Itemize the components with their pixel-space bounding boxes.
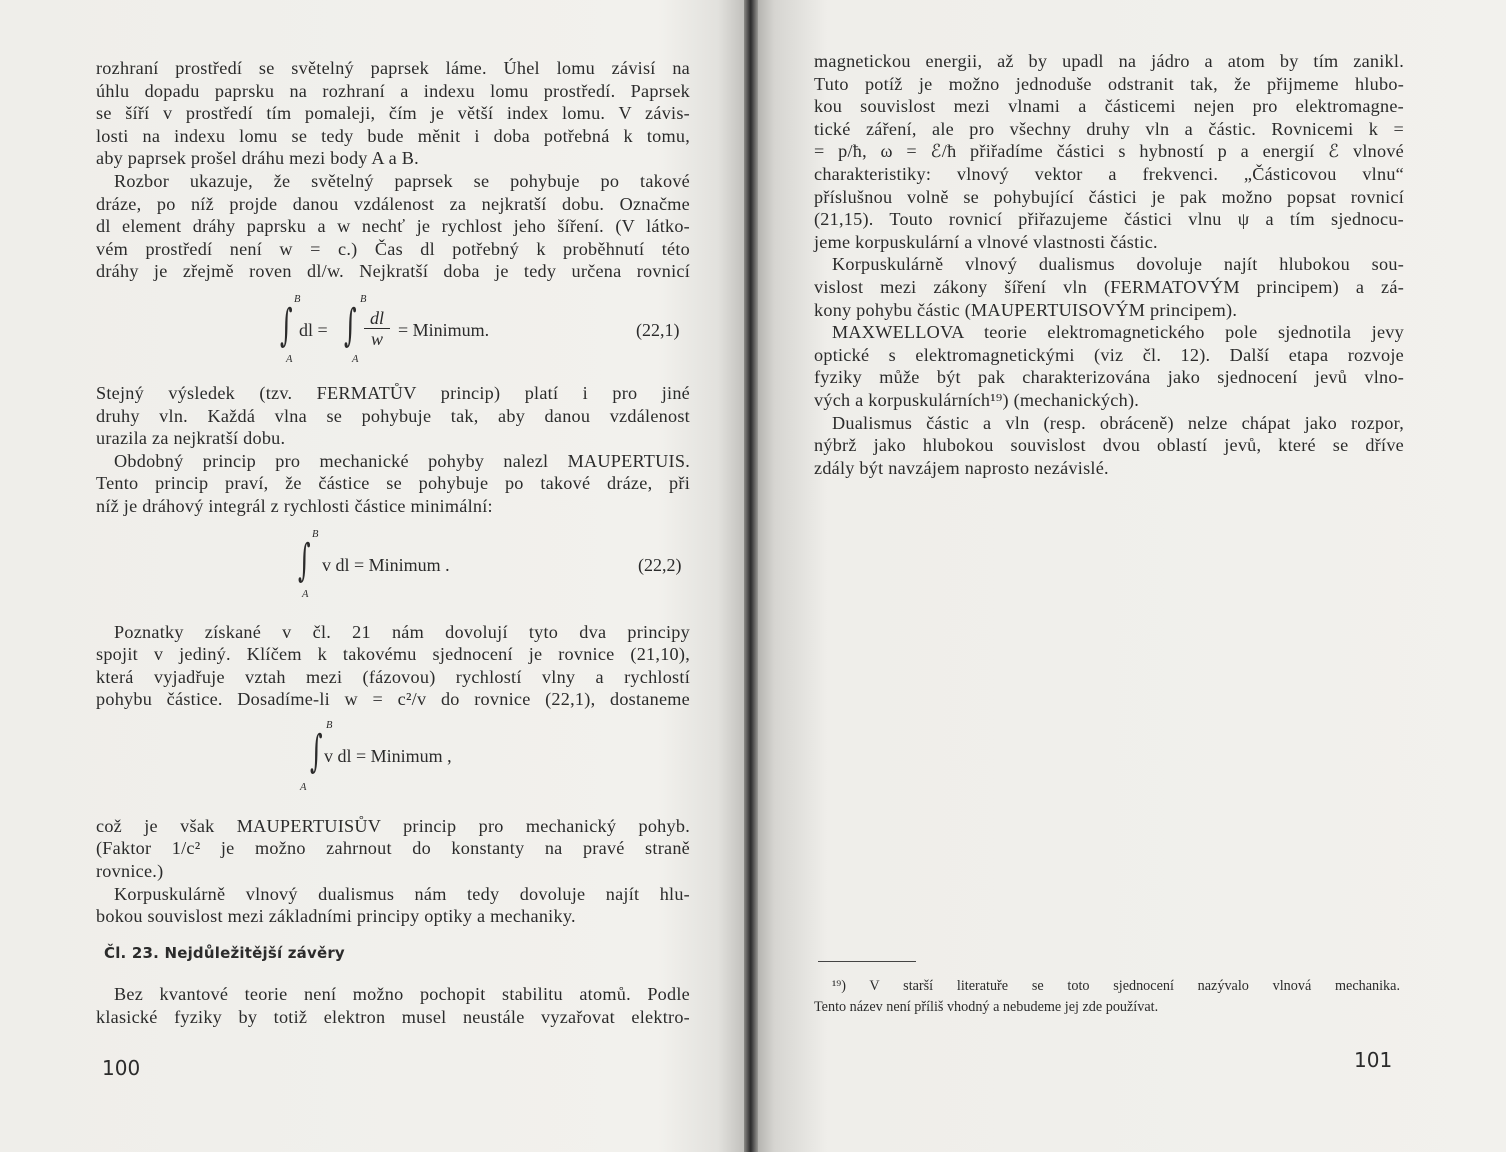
text-line: rozhraní prostředí se světelný paprsek láme. Úhel lomu závisí na xyxy=(96,58,690,78)
text-line: se šíří v prostředí tím pomaleji, čím je větší index lomu. V závis- xyxy=(96,103,690,124)
footnote-line: ¹⁹) V starší literatuře se toto sjednocení nazývalo vlnová mechanika. xyxy=(832,978,1400,994)
text-line: (Faktor 1/c² je možno zahrnout do konstanty na pravé straně xyxy=(96,838,690,859)
text-line: tické záření, ale pro všechny druhy vln a částic. Rovnicemi k = xyxy=(814,118,1404,139)
equation-number: (22,1) xyxy=(636,320,680,340)
integral-lower-limit: A xyxy=(302,589,309,600)
text-line: Poznatky získané v čl. 21 nám dovolují tyto dva principy xyxy=(114,621,690,642)
text-line: klasické fyziky by totiž elektron musel neustále vyzařovat elektro- xyxy=(96,1006,690,1027)
book-gutter xyxy=(744,0,758,1152)
equation-22-2 xyxy=(298,527,698,607)
integral-sign-icon: ∫ xyxy=(344,300,357,351)
integral-sign-icon: ∫ xyxy=(298,535,311,586)
text-line: = p/ħ, ω = ℰ/ħ přiřadíme částici s hybností p a energií ℰ vlnové xyxy=(814,141,1404,162)
integral-sign-icon: ∫ xyxy=(280,300,293,351)
text-line: níž je dráhový integrál z rychlosti částice minimální: xyxy=(96,495,493,516)
equation-body: v dl = Minimum . xyxy=(322,555,450,575)
text-line: zdály být navzájem naprosto nezávislé. xyxy=(814,457,1109,478)
text-line: kou souvislost mezi vlnami a částicemi nejen pro elektromagne- xyxy=(814,96,1404,117)
integral-lower-limit: A xyxy=(300,782,307,793)
text-line: dl element dráhy paprsku a w nechť je rychlost jeho šíření. (V látko- xyxy=(96,216,690,237)
text-line: spojit v jediný. Klíčem k takovému sjednocení je rovnice (21,10), xyxy=(96,644,690,665)
integral-upper-limit: B xyxy=(294,294,301,305)
integral-lower-limit: A xyxy=(352,354,359,365)
text-line: vých a korpuskulárních¹⁹) (mechanických). xyxy=(814,389,1140,410)
text-line: což je však MAUPERTUISŮV princip pro mechanický pohyb. xyxy=(96,815,690,836)
equation-maupertuis xyxy=(300,718,600,798)
text-line: Korpuskulárně vlnový dualismus dovoluje najít hlubokou sou- xyxy=(832,254,1404,275)
text-line: MAXWELLOVA teorie elektromagnetického pole sjednotila jevy xyxy=(832,322,1404,343)
text-line: vislost mezi zákony šíření vln (FERMATOVÝM principem) a zá- xyxy=(814,276,1404,297)
text-line: dráhy je zřejmě roven dl/w. Nejkratší doba je tedy určena rovnicí xyxy=(96,261,690,282)
text-line: Dualismus částic a vln (resp. obráceně) nelze chápat jako rozpor, xyxy=(832,412,1404,433)
fraction xyxy=(364,308,390,349)
text-line: druhy vln. Každá vlna se pohybuje tak, aby danou vzdálenost xyxy=(96,405,690,426)
text-line: (21,15). Touto rovnicí přiřazujeme částici vlnu ψ a tím sjednocu- xyxy=(814,209,1404,230)
integral-upper-limit: B xyxy=(360,294,367,305)
text-line: Tuto potíž je možno jednoduše odstranit tak, že přijmeme hlubo- xyxy=(814,73,1404,94)
text-line: jeme korpuskulární a vlnové vlastnosti částic. xyxy=(814,231,1158,252)
text-line: dráze, po níž projde danou vzdálenost za nejkratší dobu. Označme xyxy=(96,193,690,214)
text-line: losti na indexu lomu se tedy bude měnit i doba potřebná k tomu, xyxy=(96,125,690,146)
text-line: optické s elektromagnetickými (viz čl. 12). Další etapa rozvoje xyxy=(814,344,1404,365)
right-text-column xyxy=(814,50,1404,479)
text-line: úhlu dopadu paprsku na rozhraní a indexu lomu prostředí. Paprsek xyxy=(96,80,690,101)
text-line: rovnice.) xyxy=(96,861,164,882)
footnote-line: Tento název není příliš vhodný a nebudeme jej zde používat. xyxy=(814,998,1159,1015)
integral-upper-limit: B xyxy=(326,720,333,731)
text-line: vém prostředí není w = c.) Čas dl potřebný k proběhnutí této xyxy=(96,238,690,259)
text-line: magnetickou energii, až by upadl na jádro a atom by tím zanikl. xyxy=(814,51,1404,71)
equation-22-1 xyxy=(280,292,700,372)
section-heading: Čl. 23. Nejdůležitější závěry xyxy=(104,944,345,962)
integral-sign-icon: ∫ xyxy=(310,726,323,777)
equation-rhs: = Minimum. xyxy=(398,320,490,340)
text-line: charakteristiky: vlnový vektor a frekvenci. „Částicovou vlnu“ xyxy=(814,163,1404,184)
footnote xyxy=(814,976,1400,1017)
right-page xyxy=(752,0,1506,1152)
text-line: urazila za nejkratší dobu. xyxy=(96,428,286,449)
text-line: která vyjadřuje vztah mezi (fázovou) rychlostí vlny a rychlostí xyxy=(96,666,690,687)
text-line: Stejný výsledek (tzv. FERMATŮV princip) platí i pro jiné xyxy=(96,382,690,403)
footnote-rule xyxy=(818,961,916,962)
text-line: Tento princip praví, že částice se pohybuje po takové dráze, při xyxy=(96,473,690,494)
text-line: kony pohybu částic (MAUPERTUISOVÝM principem). xyxy=(814,299,1238,320)
text-line: fyziky může být pak charakterizována jako sjednocení jevů vlno- xyxy=(814,367,1404,388)
text-line: aby paprsek prošel dráhu mezi body A a B. xyxy=(96,148,419,169)
text-line: bokou souvislost mezi základními principy optiky a mechaniky. xyxy=(96,906,576,927)
left-text-column-bottom xyxy=(96,983,690,1028)
fraction-denominator: w xyxy=(370,329,383,349)
page-number: 101 xyxy=(1354,1048,1393,1072)
left-page xyxy=(0,0,748,1152)
equation-number: (22,2) xyxy=(638,555,682,575)
text-line: příslušnou volně se pohybující částici je pak možno popsat rovnicí xyxy=(814,186,1404,207)
text-line: nýbrž jako hlubokou souvislost dvou oblastí jevů, které se dříve xyxy=(814,435,1404,456)
fraction-numerator: dl xyxy=(369,308,384,328)
text-line: Obdobný princip pro mechanické pohyby nalezl MAUPERTUIS. xyxy=(114,450,690,471)
text-line: Rozbor ukazuje, že světelný paprsek se pohybuje po takové xyxy=(114,170,690,191)
text-line: Korpuskulárně vlnový dualismus nám tedy dovoluje najít hlu- xyxy=(114,883,690,904)
equation-body: v dl = Minimum , xyxy=(324,746,452,766)
page-number: 100 xyxy=(102,1056,141,1080)
integral-upper-limit: B xyxy=(312,529,319,540)
text-line: pohybu částice. Dosadíme-li w = c²/v do rovnice (22,1), dostaneme xyxy=(96,689,690,710)
text-line: Bez kvantové teorie není možno pochopit stabilitu atomů. Podle xyxy=(114,984,690,1004)
integral-lower-limit: A xyxy=(286,354,293,365)
equation-lhs: dl = xyxy=(299,320,328,340)
